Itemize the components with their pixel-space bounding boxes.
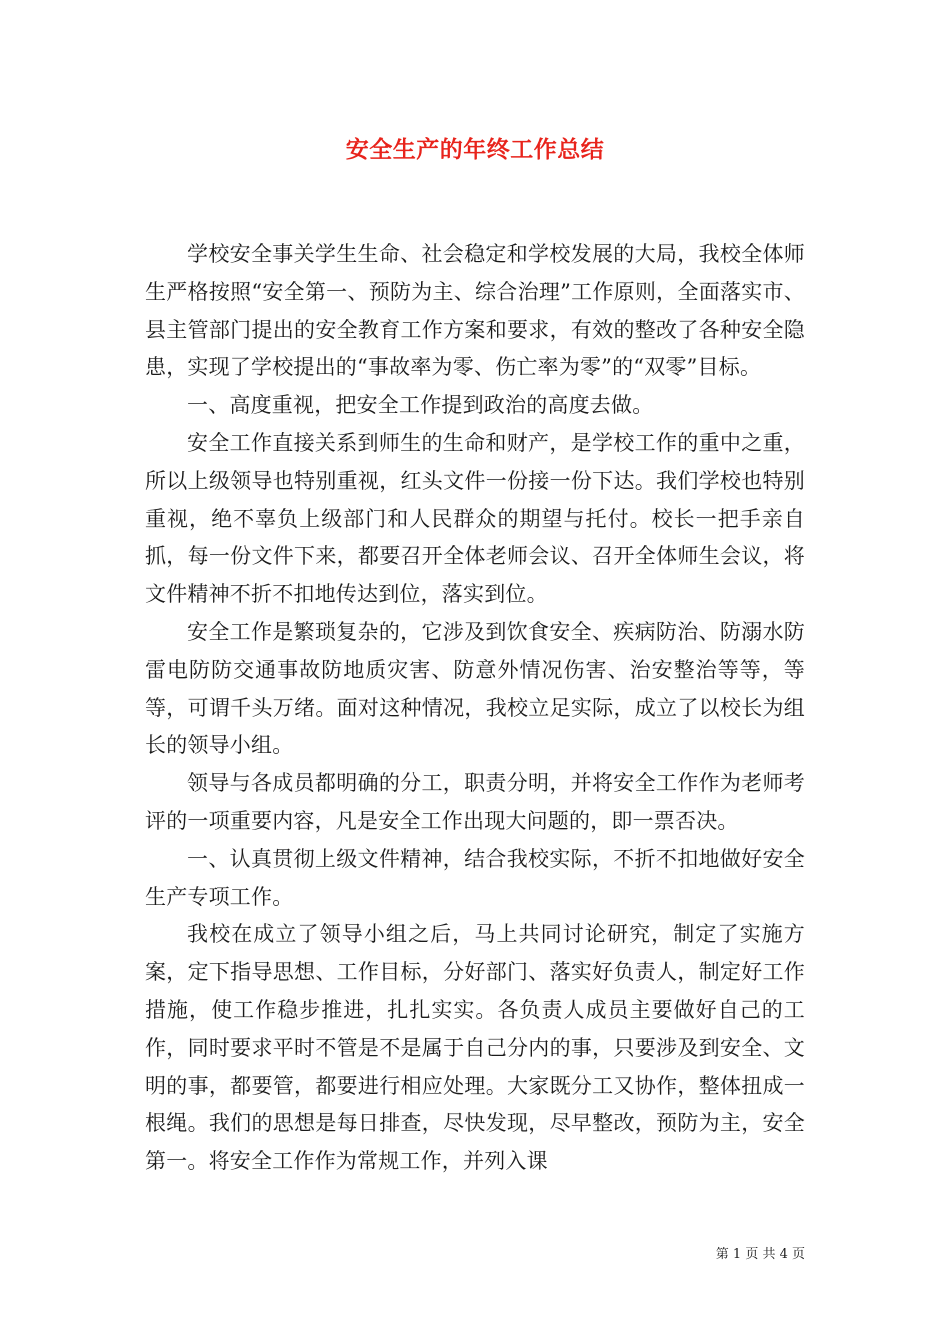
document-body xyxy=(145,236,805,1181)
page-number: 第 1 页 共 4 页 xyxy=(715,1247,805,1262)
section-heading: 一、认真贯彻上级文件精神，结合我校实际，不折不扣地做好安全生产专项工作。 xyxy=(145,846,805,909)
paragraph: 安全工作直接关系到师生的生命和财产，是学校工作的重中之重，所以上级领导也特别重视，红头文件一份接一份下达。我们学校也特别重视，绝不辜负上级部门和人民群众的期望与托付。校长一把手亲自抓，每一份文件下来，都要召开全体老师会议、召开全体师生会议，将文件精神不折不扣地传达到位，落实到位。 xyxy=(145,430,805,607)
document-title: 安全生产的年终工作总结 xyxy=(345,137,605,163)
paragraph: 安全工作是繁琐复杂的，它涉及到饮食安全、疾病防治、防溺水防雷电防防交通事故防地质灾害、防意外情况伤害、治安整治等等，等等，可谓千头万绪。面对这种情况，我校立足实际，成立了以校长为组长的领导小组。 xyxy=(145,619,805,758)
section-heading: 一、高度重视，把安全工作提到政治的高度去做。 xyxy=(187,393,654,418)
paragraph: 我校在成立了领导小组之后，马上共同讨论研究，制定了实施方案，定下指导思想、工作目标，分好部门、落实好负责人，制定好工作措施，使工作稳步推进，扎扎实实。各负责人成员主要做好自己的工作，同时要求平时不管是不是属于自己分内的事，只要涉及到安全、文明的事，都要管，都要进行相应处理。大家既分工又协作，整体扭成一根绳。我们的思想是每日排查，尽快发现，尽早整改，预防为主，安全第一。将安全工作作为常规工作，并列入课 xyxy=(145,922,805,1174)
paragraph: 领导与各成员都明确的分工，职责分明，并将安全工作作为老师考评的一项重要内容，凡是安全工作出现大问题的，即一票否决。 xyxy=(145,771,805,833)
paragraph: 学校安全事关学生生命、社会稳定和学校发展的大局，我校全体师生严格按照“安全第一、预防为主、综合治理”工作原则，全面落实市、县主管部门提出的安全教育工作方案和要求，有效的整改了各种安全隐患，实现了学校提出的“事故率为零、伤亡率为零”的“双零”目标。 xyxy=(145,242,805,380)
